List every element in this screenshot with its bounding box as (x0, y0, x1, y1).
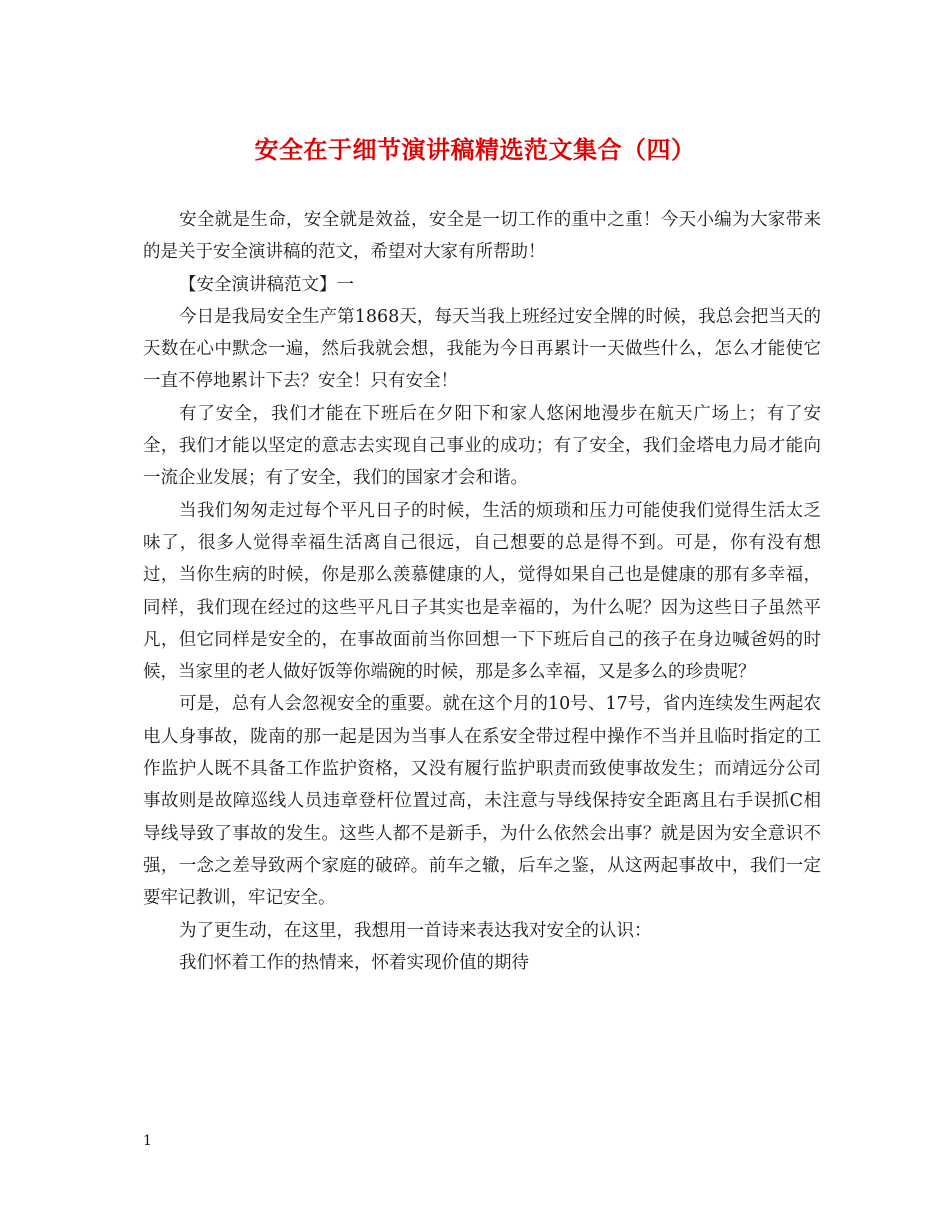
page-number: 1 (143, 1133, 152, 1149)
paragraph-intro: 安全就是生命，安全就是效益，安全是一切工作的重中之重！今天小编为大家带来的是关于安全演讲稿的范文，希望对大家有所帮助！ (143, 210, 821, 263)
paragraph-ordinary-days: 当我们匆匆走过每个平凡日子的时候，生活的烦琐和压力可能使我们觉得生活太乏味了，很多人觉得幸福生活离自己很远，自己想要的总是得不到。可是，你有没有想过，当你生病的时候，你是那么羡慕健康的人，觉得如果自己也是健康的那有多幸福，同样，我们现在经过的这些平凡日子其实也是幸福的，为什么呢？因为这些日子虽然平凡，但它同样是安全的，在事故面前当你回想一下下班后自己的孩子在身边喊爸妈的时候，当家里的老人做好饭等你端碗的时候，那是多么幸福，又是多么的珍贵呢？ (143, 500, 821, 683)
paragraph-poem-line: 我们怀着工作的热情来，怀着实现价值的期待 (179, 952, 529, 973)
paragraph-with-safety: 有了安全，我们才能在下班后在夕阳下和家人悠闲地漫步在航天广场上；有了安全，我们才能以坚定的意志去实现自己事业的成功；有了安全，我们金塔电力局才能向一流企业发展；有了安全，我们的国家才会和谐。 (143, 403, 821, 489)
paragraph-safety-days: 今日是我局安全生产第1868天，每天当我上班经过安全牌的时候，我总会把当天的天数在心中默念一遍，然后我就会想，我能为今日再累计一天做些什么，怎么才能使它一直不停地累计下去？安全！只有安全！ (143, 306, 821, 392)
paragraph-accidents: 可是，总有人会忽视安全的重要。就在这个月的10号、17号，省内连续发生两起农电人身事故，陇南的那一起是因为当事人在系安全带过程中操作不当并且临时指定的工作监护人既不具备工作监护资格，又没有履行监护职责而致使事故发生；而靖远分公司事故则是故障巡线人员违章登杆位置过高，未注意与导线保持安全距离且右手误抓C相导线导致了事故的发生。这些人都不是新手，为什么依然会出事？就是因为安全意识不强，一念之差导致两个家庭的破碎。前车之辙，后车之鉴，从这两起事故中，我们一定要牢记教训，牢记安全。 (143, 694, 821, 909)
paragraph-poem-intro: 为了更生动，在这里，我想用一首诗来表达我对安全的认识： (179, 920, 652, 941)
paragraph-section-heading: 【安全演讲稿范文】一 (179, 274, 354, 295)
document-body (143, 204, 821, 979)
document-title: 安全在于细节演讲稿精选范文集合（四） (254, 135, 696, 164)
